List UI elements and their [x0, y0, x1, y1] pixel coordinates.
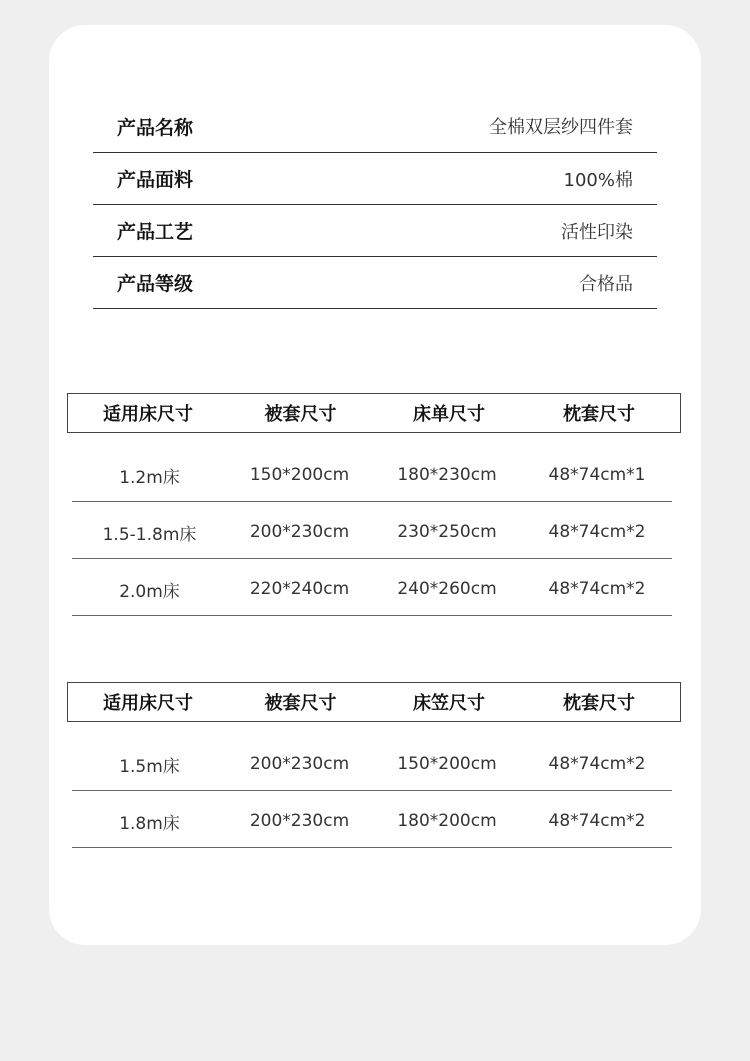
table-cell: 150*200cm: [249, 465, 350, 485]
spec-row-fabric: [93, 153, 657, 205]
table-body: [72, 445, 672, 616]
table-header: [67, 393, 681, 433]
table-header: [67, 682, 681, 722]
table-cell: 230*250cm: [397, 522, 497, 542]
spec-row-name: [93, 100, 657, 153]
table-cell: 200*230cm: [249, 811, 350, 831]
header-cell: 床笠尺寸: [413, 693, 485, 714]
table-cell: 180*230cm: [397, 465, 497, 485]
table-cell: 48*74cm*2: [548, 522, 646, 542]
table-cell: 1.2m床: [119, 467, 180, 488]
header-cell: 适用床尺寸: [103, 404, 193, 425]
table-cell: 200*230cm: [249, 522, 350, 542]
spec-label: 产品名称: [117, 116, 194, 139]
spec-row-grade: [93, 257, 657, 309]
header-cell: 床单尺寸: [413, 404, 485, 425]
table-cell: 48*74cm*2: [548, 754, 646, 774]
table-cell: 180*200cm: [397, 811, 497, 831]
table-row: [72, 445, 672, 502]
product-spec-list: [93, 100, 657, 309]
size-table-sheet: [67, 393, 681, 616]
table-cell: 48*74cm*1: [548, 465, 646, 485]
table-cell: 150*200cm: [397, 754, 497, 774]
table-cell: 2.0m床: [119, 581, 180, 602]
header-cell: 枕套尺寸: [563, 693, 635, 714]
table-cell: 240*260cm: [397, 579, 497, 599]
header-cell: 适用床尺寸: [103, 693, 193, 714]
table-row: [72, 502, 672, 559]
spec-label: 产品等级: [117, 273, 194, 295]
table-cell: 1.8m床: [119, 813, 180, 834]
header-cell: 被套尺寸: [264, 693, 337, 714]
table-cell: 200*230cm: [249, 754, 350, 774]
spec-value: 合格品: [579, 273, 633, 295]
table-cell: 1.5-1.8m床: [102, 524, 197, 545]
spec-label: 产品面料: [117, 169, 194, 191]
spec-value: 100%棉: [563, 169, 633, 191]
table-cell: 48*74cm*2: [548, 579, 646, 599]
table-body: [72, 734, 672, 848]
spec-label: 产品工艺: [117, 221, 194, 243]
table-cell: 48*74cm*2: [548, 811, 646, 831]
size-table-fitted: [67, 682, 681, 848]
table-cell: 1.5m床: [119, 756, 180, 777]
spec-value: 活性印染: [561, 221, 633, 243]
spec-value: 全棉双层纱四件套: [489, 117, 633, 138]
spec-row-craft: [93, 205, 657, 257]
table-row: [72, 734, 672, 791]
header-cell: 被套尺寸: [264, 404, 337, 425]
table-row: [72, 791, 672, 848]
table-cell: 220*240cm: [249, 579, 350, 599]
header-cell: 枕套尺寸: [563, 404, 635, 425]
table-row: [72, 559, 672, 616]
